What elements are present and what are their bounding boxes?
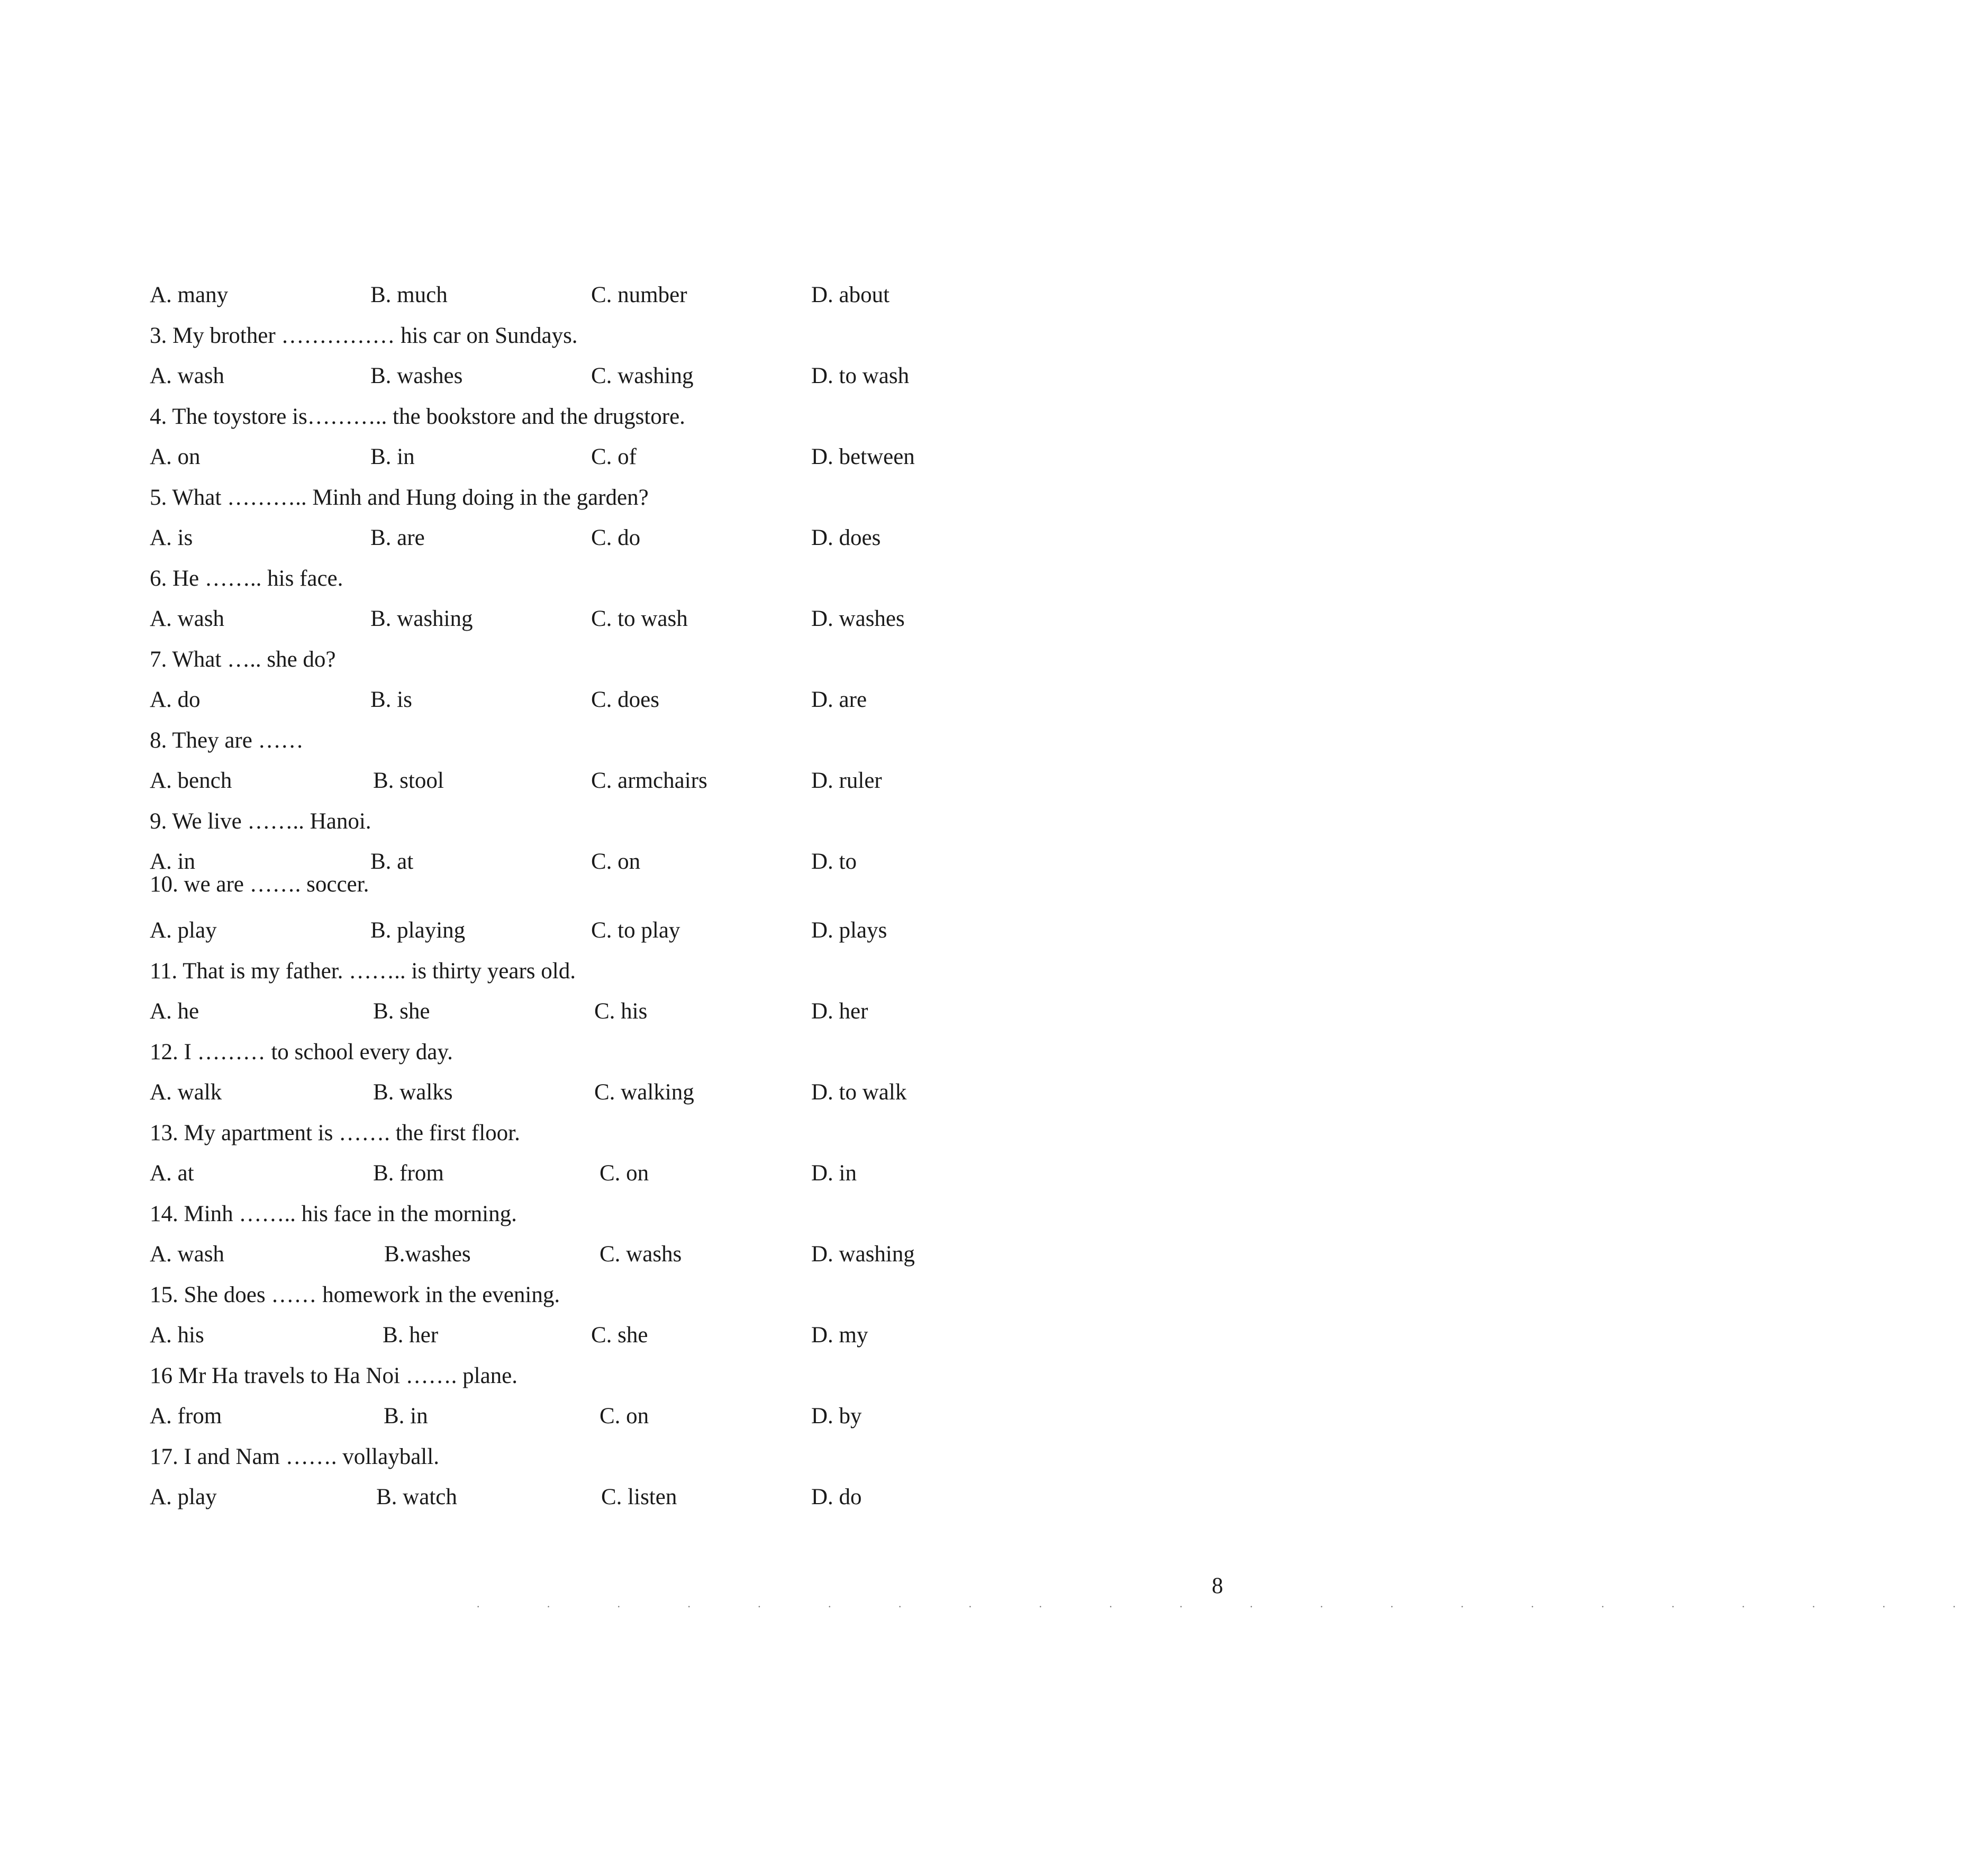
options-row-10 [150,911,1155,951]
option-c: C. of [591,444,637,469]
option-d: D. washing [811,1242,915,1267]
question-9: 9. We live …….. Hanoi. [150,809,371,834]
option-b: B. watch [376,1485,457,1509]
option-b: B. is [370,687,412,712]
option-c: C. does [591,687,659,712]
question-15: 15. She does …… homework in the evening. [150,1282,560,1307]
question-7: 7. What ….. she do? [150,647,336,672]
option-d: D. are [811,687,867,712]
option-d: D. to walk [811,1080,907,1105]
option-a: A. play [150,1485,217,1509]
option-d: D. plays [811,918,887,943]
option-a: A. bench [150,768,232,793]
option-c: C. to play [591,918,680,943]
options-row-6 [150,599,1155,639]
option-d: D. to wash [811,363,910,388]
page-number: 8 [1212,1573,1223,1598]
option-c: C. walking [594,1080,694,1105]
option-c: C. number [591,283,687,307]
option-a: A. do [150,687,201,712]
options-row-17 [150,1477,1155,1517]
option-c: C. listen [601,1485,677,1509]
question-11: 11. That is my father. …….. is thirty years old. [150,959,576,984]
option-d: D. about [811,283,890,307]
option-b: B. from [373,1161,444,1186]
options-row-8 [150,761,1155,801]
option-a: A. play [150,918,217,943]
question-16: 16 Mr Ha travels to Ha Noi ……. plane. [150,1363,518,1388]
option-b: B. much [370,283,448,307]
options-row-4 [150,437,1155,477]
exercise-list [150,275,1155,1517]
option-c: C. washing [591,363,694,388]
option-a: A. wash [150,606,224,631]
options-row-13 [150,1153,1155,1194]
option-a: A. on [150,444,201,469]
option-c: C. on [600,1404,649,1429]
option-d: D. her [811,999,868,1024]
option-b: B. walks [373,1080,453,1105]
option-c: C. armchairs [591,768,707,793]
question-4: 4. The toystore is……….. the bookstore and the drugstore. [150,404,685,429]
option-d: D. my [811,1323,868,1348]
question-13: 13. My apartment is ……. the first floor. [150,1121,520,1145]
footer-scan-artifacts: · · · · · · · · · · · · · · · · · · · · · · [476,1600,1988,1613]
question-10: 10. we are ……. soccer. [150,872,369,897]
option-c: C. to wash [591,606,688,631]
option-d: D. by [811,1404,862,1429]
option-d: D. in [811,1161,857,1186]
option-a: A. in [150,849,195,874]
option-c: C. washs [600,1242,682,1267]
question-8: 8. They are …… [150,728,304,753]
option-b: B. washing [370,606,473,631]
option-c: C. do [591,525,641,550]
option-b: B. in [384,1404,428,1429]
option-a: A. is [150,525,193,550]
option-c: C. she [591,1323,648,1348]
options-row-12 [150,1072,1155,1113]
options-row-3 [150,356,1155,396]
option-a: A. wash [150,363,224,388]
option-a: A. walk [150,1080,222,1105]
option-c: C. his [594,999,648,1024]
question-17: 17. I and Nam ……. vollayball. [150,1444,439,1469]
option-b: B. playing [370,918,466,943]
option-b: B.washes [384,1242,471,1267]
options-row-16 [150,1396,1155,1436]
option-a: A. his [150,1323,204,1348]
option-d: D. does [811,525,881,550]
option-d: D. do [811,1485,862,1509]
options-row-2 [150,275,1155,315]
options-row-11 [150,991,1155,1032]
option-d: D. between [811,444,915,469]
option-d: D. washes [811,606,905,631]
option-b: B. she [373,999,430,1024]
option-a: A. many [150,283,229,307]
option-b: B. stool [373,768,444,793]
option-c: C. on [591,849,641,874]
question-14: 14. Minh …….. his face in the morning. [150,1202,517,1226]
option-a: A. he [150,999,199,1024]
option-b: B. are [370,525,425,550]
options-row-15 [150,1315,1155,1355]
options-row-9 [150,842,1155,874]
question-5: 5. What ……….. Minh and Hung doing in the garden? [150,485,649,510]
options-row-7 [150,680,1155,720]
option-c: C. on [600,1161,649,1186]
options-row-14 [150,1234,1155,1275]
option-a: A. at [150,1161,194,1186]
question-6: 6. He …….. his face. [150,566,343,591]
option-b: B. in [370,444,415,469]
option-a: A. wash [150,1242,224,1267]
option-a: A. from [150,1404,222,1429]
option-b: B. at [370,849,414,874]
option-d: D. to [811,849,857,874]
question-12: 12. I ……… to school every day. [150,1040,453,1065]
option-b: B. her [383,1323,439,1348]
option-b: B. washes [370,363,463,388]
question-3: 3. My brother …………… his car on Sundays. [150,323,578,348]
option-d: D. ruler [811,768,882,793]
options-row-5 [150,518,1155,558]
